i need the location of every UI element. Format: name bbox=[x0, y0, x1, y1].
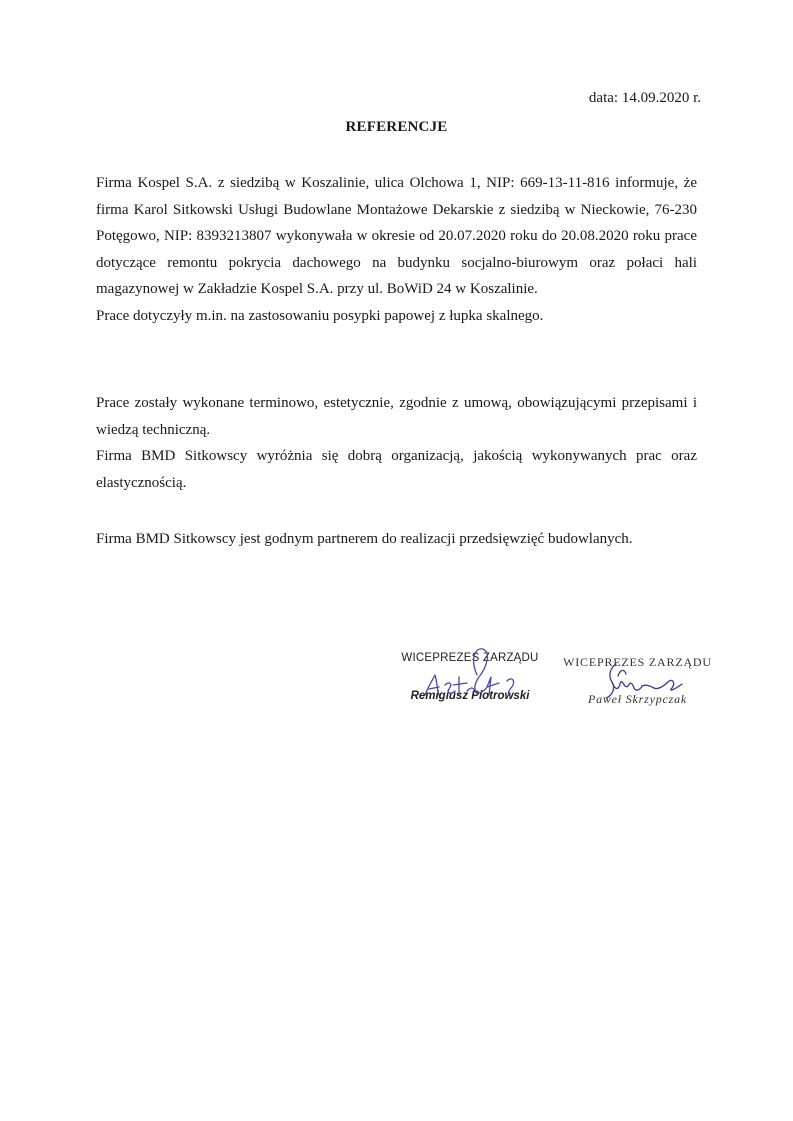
letter-body-section-2 bbox=[96, 390, 697, 496]
letter-title: REFERENCJE bbox=[345, 119, 448, 135]
paragraph-1b: Prace dotyczyły m.in. na zastosowaniu posypki papowej z łupka skalnego. bbox=[96, 307, 544, 324]
signer-title-right: WICEPREZES ZARZĄDU bbox=[563, 655, 712, 669]
signer-title-left: WICEPREZES ZARZĄDU bbox=[401, 652, 539, 664]
letter-body-section-3 bbox=[96, 526, 697, 553]
paragraph-1: Firma Kospel S.A. z siedzibą w Koszalinie, ulica Olchowa 1, NIP: 669-13-11-816 informuje, że firma Karol Sitkowski Usługi Budowlane Montażowe Dekarskie z siedzibą w Nieckowie, 76-230 Potęgowo, NIP: 8393213807 wykonywała w okresie od 20.07.2020 roku do 20.08.2020 roku prace dotyczące remontu pokrycia dachowego na budynku socjalno-biurowym oraz połaci hali magazynowej w Zakładzie Kospel S.A. przy ul. BoWiD 24 w Koszalinie. bbox=[96, 175, 697, 297]
paragraph-3: Firma BMD Sitkowscy jest godnym partnerem do realizacji przedsięwzięć budowlanych. bbox=[96, 531, 633, 547]
signer-name-right: Paweł Skrzypczak bbox=[587, 692, 688, 706]
signer-name-left: Remigiusz Piotrowski bbox=[410, 690, 530, 702]
letter-date: data: 14.09.2020 r. bbox=[588, 90, 701, 106]
paragraph-2b: Firma BMD Sitkowscy wyróżnia się dobrą organizacją, jakością wykonywanych prac oraz elastycznością. bbox=[96, 448, 697, 491]
handwritten-signature-right bbox=[598, 660, 693, 705]
handwritten-signature-left bbox=[415, 645, 525, 707]
letter-body-section-1 bbox=[96, 170, 697, 329]
paragraph-2: Prace zostały wykonane terminowo, estetycznie, zgodnie z umową, obowiązującymi przepisami i wiedzą techniczną. bbox=[96, 395, 697, 438]
